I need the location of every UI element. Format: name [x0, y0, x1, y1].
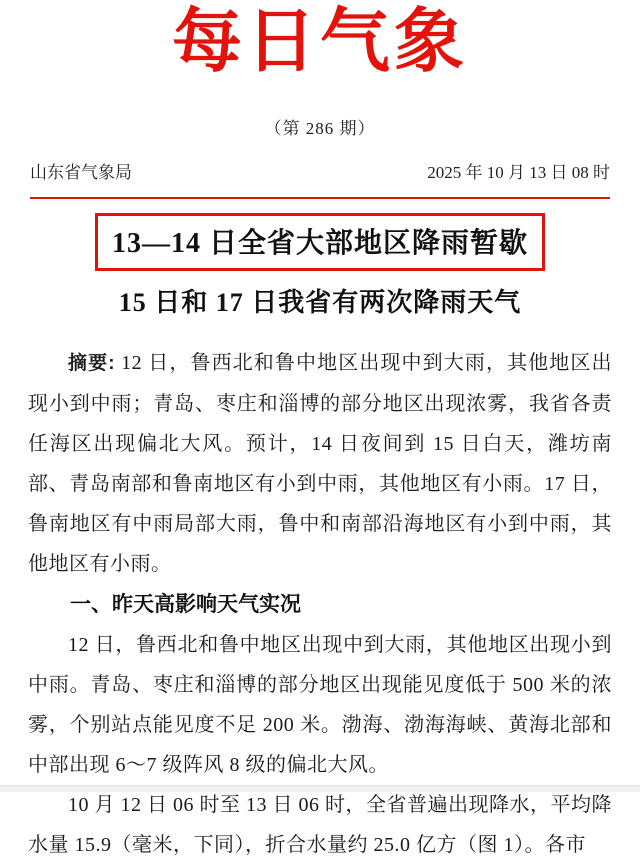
headline-line2: 15 日和 17 日我省有两次降雨天气 [118, 288, 522, 317]
summary-text: 12 日，鲁西北和鲁中地区出现中到大雨，其他地区出现小到中雨；青岛、枣庄和淄博的部分地区出现浓雾，我省各责任海区出现偏北大风。预计，14 日夜间到 15 日白天，潍坊南部、青岛南部和鲁南地区有小到中雨，其他地区有小雨。17 日，鲁南地区有中雨局部大雨，鲁中和南部沿海地区有小到中雨，其他地区有小雨。 [28, 352, 613, 575]
meta-row [0, 161, 640, 185]
body-paragraph-observed-weather: 12 日，鲁西北和鲁中地区出现中到大雨，其他地区出现小到中雨。青岛、枣庄和淄博的部分地区出现能见度低于 500 米的浓雾，个别站点能见度不足 200 米。渤海、渤海海峡、黄海北部和中部出现 6～7 级阵风 8 级的偏北大风。 [28, 634, 612, 776]
header-divider [30, 197, 610, 199]
headline-wrap [0, 213, 640, 271]
bulletin-masthead-title: 每日气象 [172, 0, 468, 82]
headline-box [95, 213, 545, 271]
summary-paragraph [0, 343, 640, 584]
headline-line1: 13—14 日全省大部地区降雨暂歇 [111, 228, 528, 259]
agency-name: 山东省气象局 [30, 163, 132, 182]
issue-number: （第 286 期） [264, 119, 376, 138]
issue-datetime: 2025 年 10 月 13 日 08 时 [427, 163, 610, 182]
page-bottom-edge [0, 785, 640, 792]
summary-label: 摘要: [68, 353, 116, 374]
section-heading-yesterday-weather: 一、昨天高影响天气实况 [70, 593, 301, 616]
body-paragraph-precipitation-stats: 10 月 12 日 06 时至 13 日 06 时，全省普遍出现降水，平均降水量 15.9（毫米，下同），折合水量约 25.0 亿方（图 1）。各市 [28, 794, 612, 856]
